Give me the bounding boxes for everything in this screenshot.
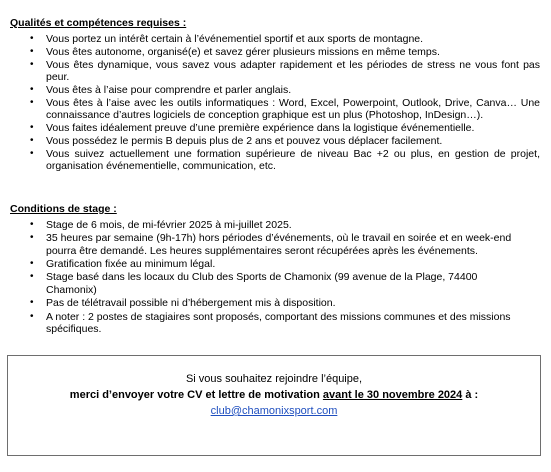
bullet-icon: •	[30, 297, 34, 309]
conditions-section	[10, 202, 540, 336]
conditions-title: Conditions de stage :	[10, 203, 117, 215]
condition-item	[10, 271, 540, 296]
qualifications-title: Qualités et compétences requises :	[10, 17, 187, 29]
condition-text: 35 heures par semaine (9h-17h) hors périodes d’événements, où le travail en soirée et en week-end pourra être demandé. Les heures supplémentaires seront récupérées après les événements.	[46, 232, 512, 257]
contact-instruction-suffix: à :	[462, 389, 479, 401]
contact-instruction	[8, 387, 540, 403]
condition-item	[10, 258, 540, 270]
email-link[interactable]: club@chamonixsport.com	[210, 405, 338, 417]
condition-text: Pas de télétravail possible ni d’hébergement mis à disposition.	[46, 297, 336, 310]
qualification-text: Vous êtes à l’aise pour comprendre et parler anglais.	[46, 83, 292, 96]
bullet-icon: •	[30, 219, 34, 230]
bullet-icon: •	[30, 83, 34, 95]
bullet-icon: •	[30, 310, 34, 322]
bullet-icon: •	[30, 96, 34, 108]
qualification-item	[10, 84, 540, 96]
qualifications-section	[10, 16, 540, 173]
contact-intro: Si vous souhaitez rejoindre l’équipe,	[185, 373, 363, 385]
qualification-text: Vous suivez actuellement une formation supérieure de niveau Bac +2 ou plus, en gestion de projet, organisation événementielle, communication, etc.	[46, 147, 540, 173]
qualification-item	[10, 97, 540, 122]
qualification-item	[10, 135, 540, 147]
condition-text: Stage de 6 mois, de mi-février 2025 à mi-juillet 2025.	[46, 219, 292, 231]
qualification-item	[10, 122, 540, 134]
bullet-icon: •	[30, 45, 34, 57]
qualification-item	[10, 33, 540, 45]
qualifications-list	[10, 33, 540, 172]
bullet-icon: •	[30, 232, 34, 244]
bullet-icon: •	[30, 258, 34, 270]
bullet-icon: •	[30, 33, 34, 44]
condition-text: A noter : 2 postes de stagiaires sont proposés, comportant des missions communes et des missions spécifiques.	[46, 310, 511, 335]
bullet-icon: •	[30, 58, 34, 70]
condition-item	[10, 297, 540, 309]
condition-item	[10, 219, 540, 231]
condition-text: Gratification fixée au minimum légal.	[46, 258, 216, 271]
qualification-text: Vous êtes autonome, organisé(e) et savez gérer plusieurs missions en même temps.	[46, 45, 440, 58]
bullet-icon: •	[30, 271, 34, 283]
qualification-text: Vous êtes dynamique, vous savez vous adapter rapidement et les périodes de stress ne vous font pas peur.	[46, 58, 540, 84]
condition-text: Stage basé dans les locaux du Club des Sports de Chamonix (99 avenue de la Plage, 74400 Chamonix)	[46, 271, 478, 296]
qualification-text: Vous possédez le permis B depuis plus de 2 ans et pouvez vous déplacer facilement.	[46, 134, 443, 147]
contact-box	[7, 355, 541, 456]
bullet-icon: •	[30, 147, 34, 159]
bullet-icon: •	[30, 122, 34, 134]
qualification-text: Vous êtes à l’aise avec les outils informatiques : Word, Excel, Powerpoint, Outlook, Drive, Canva… Une connaissance d’autres logiciels de conception graphique est un plus (Photoshop, InDesign…).	[46, 96, 540, 122]
contact-instruction-text: merci d’envoyer votre CV et lettre de motivation	[69, 389, 323, 401]
bullet-icon: •	[30, 134, 34, 146]
qualification-item	[10, 59, 540, 84]
contact-email-line	[8, 403, 540, 419]
qualification-text: Vous faites idéalement preuve d’une première expérience dans la logistique événementielle.	[46, 122, 475, 135]
qualification-item	[10, 46, 540, 58]
qualification-text: Vous portez un intérêt certain à l’événementiel sportif et aux sports de montagne.	[46, 33, 424, 45]
qualification-item	[10, 148, 540, 173]
deadline-text: avant le 30 novembre 2024	[322, 389, 463, 401]
condition-item	[10, 232, 540, 257]
condition-item	[10, 311, 540, 336]
conditions-list	[10, 219, 540, 335]
